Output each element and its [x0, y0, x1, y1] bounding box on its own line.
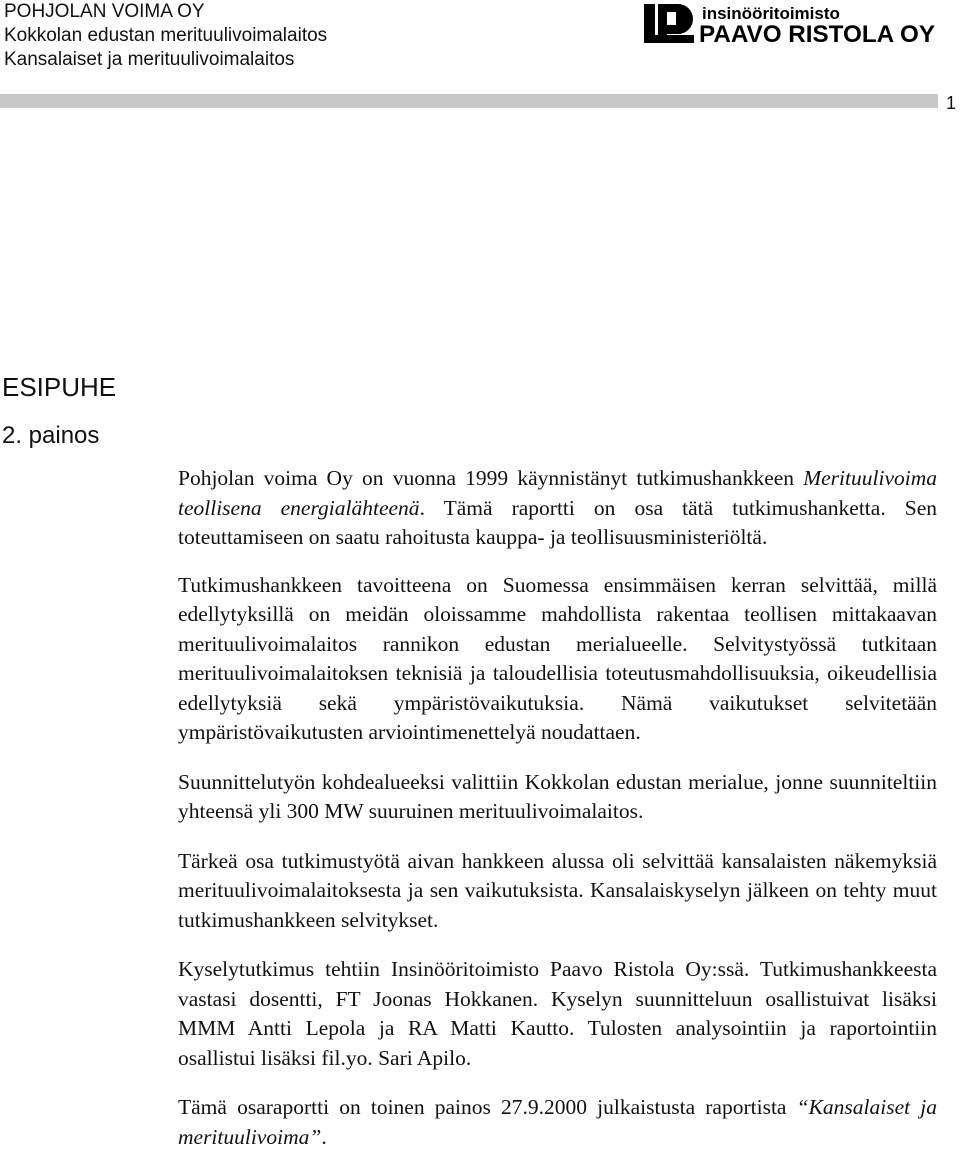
paragraph [178, 464, 937, 553]
paragraph-text: Pohjolan voima Oy on vuonna 1999 käynnistänyt tutkimushankkeen [178, 466, 804, 490]
paragraph-text: Tämä osaraportti on toinen painos 27.9.2000 julkaistusta raportista [178, 1095, 797, 1119]
paragraph-text: . [321, 1124, 327, 1149]
page-title: ESIPUHE [2, 372, 117, 402]
document-header [4, 0, 327, 72]
paragraph: Kyselytutkimus tehtiin Insinööritoimisto Paavo Ristola Oy:ssä. Tutkimushankkeesta vastasi dosentti, FT Joonas Hokkanen. Kyselyn suunnitteluun osallistuivat lisäksi MMM Antti Lepola ja RA Matti Kautto. Tulosten analysointiin ja raportointiin osallistui lisäksi fil.yo. Sari Apilo. [178, 957, 937, 1070]
paragraph: Tärkeä osa tutkimustyötä aivan hankkeen alussa oli selvittää kansalaisten näkemyksiä merituulivoimalaitoksesta ja sen vaikutuksista. Kansalaiskyselyn jälkeen on tehty muut tutkimushankkeen selvitykset. [178, 848, 937, 932]
project-title-italic: Merituulivoima teollisena energialähteenä [178, 466, 937, 520]
page-number: 1 [946, 93, 957, 113]
paragraph-text: . Tämä raportti on osa tätä tutkimushanketta. Sen toteuttamiseen on saatu rahoitusta kauppa- ja teollisuusministeriöltä. [178, 495, 937, 549]
edition-subtitle: 2. painos [2, 422, 100, 449]
report-title-italic: “Kansalaiset ja merituulivoima” [178, 1095, 937, 1149]
company-logo-icon [644, 4, 694, 43]
header-rule [0, 94, 938, 108]
company-logo [644, 2, 936, 46]
header-company: POHJOLAN VOIMA OY [4, 1, 205, 22]
logo-name-text: PAAVO RISTOLA OY [699, 21, 935, 46]
preface-body [178, 464, 937, 1172]
paragraph: Suunnittelutyön kohdealueeksi valittiin Kokkolan edustan merialue, jonne suunniteltiin yhteensä yli 300 MW suuruinen merituulivoimalaitos. [178, 769, 937, 823]
header-project: Kokkolan edustan merituulivoimalaitos [4, 25, 328, 46]
paragraph [178, 1093, 937, 1152]
paragraph: Tutkimushankkeen tavoitteena on Suomessa ensimmäisen kerran selvittää, millä edellytyksillä on meidän oloissamme mahdollista rakentaa teollisen mittakaavan merituulivoimalaitos rannikon edustan merialueelle. Selvitystyössä tutkitaan merituulivoimalaitoksen teknisiä ja taloudellisia toteutusmahdollisuuksia, oikeudellisia edellytyksiä sekä ympäristövaikutuksia. Nämä vaikutukset selvitetään ympäristövaikutusten arviointimenettelyä noudattaen. [178, 572, 937, 744]
header-report-title: Kansalaiset ja merituulivoimalaitos [4, 49, 295, 70]
logo-top-text: insinööritoimisto [702, 4, 840, 23]
